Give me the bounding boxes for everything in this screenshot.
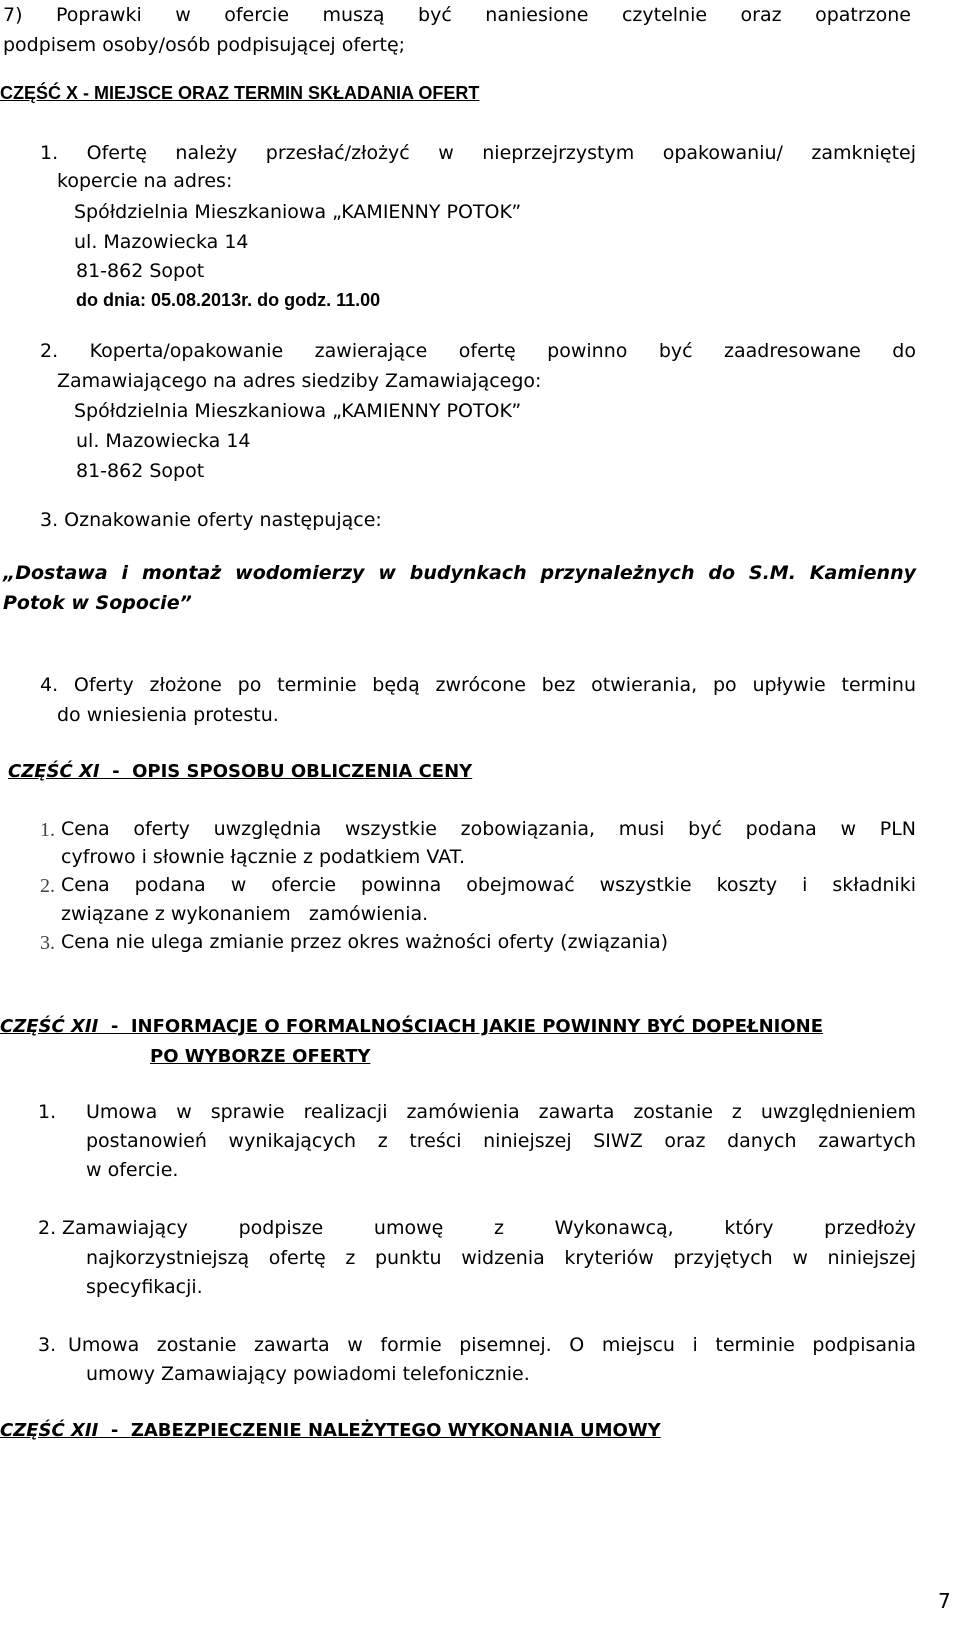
text-line: Cena oferty uwzględnia wszystkie zobowiązania, musi być podana w PLN <box>61 818 916 840</box>
item-number: 2. <box>38 1217 57 1239</box>
text-line: Zamawiającego na adres siedziby Zamawiającego: <box>57 370 542 392</box>
text-line: najkorzystniejszą ofertę z punktu widzenia kryteriów przyjętych w niniejszej <box>86 1247 916 1269</box>
text-line: Zamawiający podpisze umowę z Wykonawcą, który przedłoży <box>62 1217 916 1239</box>
offer-marking: „Dostawa i montaż wodomierzy w budynkach przynależnych do S.M. Kamienny <box>3 562 916 584</box>
text-line: 3. Oznakowanie oferty następujące: <box>40 509 382 531</box>
text-line: podpisem osoby/osób podpisującej ofertę; <box>3 34 406 56</box>
offer-marking: Potok w Sopocie” <box>3 592 192 614</box>
text-line: 4. Oferty złożone po terminie będą zwrócone bez otwierania, po upływie terminu <box>40 674 916 696</box>
text-line: Cena nie ulega zmianie przez okres ważności oferty (związania) <box>61 931 669 953</box>
section-heading: CZĘŚĆ XI - OPIS SPOSOBU OBLICZENIA CENY <box>8 761 473 782</box>
item-number: 2. <box>40 875 55 897</box>
text-line: do wniesienia protestu. <box>57 704 279 726</box>
text-line: cyfrowo i słownie łącznie z podatkiem VAT. <box>61 846 466 868</box>
item-number: 3. <box>38 1334 57 1356</box>
text-line: Umowa zostanie zawarta w formie pisemnej. O miejscu i terminie podpisania <box>68 1334 916 1356</box>
text-line: Umowa w sprawie realizacji zamówienia zawarta zostanie z uwzględnieniem <box>86 1101 916 1123</box>
address-line: Spółdzielnia Mieszkaniowa „KAMIENNY POTOK” <box>74 400 522 422</box>
text-line: 2. Koperta/opakowanie zawierające ofertę powinno być zaadresowane do <box>40 340 916 362</box>
section-heading: CZĘŚĆ XII - ZABEZPIECZENIE NALEŻYTEGO WYKONANIA UMOWY <box>0 1420 661 1441</box>
text-line: postanowień wynikających z treści niniejszej SIWZ oraz danych zawartych <box>86 1130 916 1152</box>
address-line: 81-862 Sopot <box>76 260 205 282</box>
address-line: 81-862 Sopot <box>76 460 205 482</box>
deadline: do dnia: 05.08.2013r. do godz. 11.00 <box>76 290 381 310</box>
section-heading: CZĘŚĆ X - MIEJSCE ORAZ TERMIN SKŁADANIA OFERT <box>0 83 480 103</box>
text-line: 1. Ofertę należy przesłać/złożyć w nieprzejrzystym opakowaniu/ zamkniętej <box>40 142 916 164</box>
item-number: 1. <box>40 819 55 841</box>
text-line: specyfikacji. <box>86 1276 203 1298</box>
address-line: ul. Mazowiecka 14 <box>74 231 249 253</box>
item-number: 1. <box>38 1101 57 1123</box>
text-line: w ofercie. <box>86 1159 179 1181</box>
text-line: związane z wykonaniem zamówienia. <box>61 903 429 925</box>
item-number: 3. <box>40 932 55 954</box>
address-line: Spółdzielnia Mieszkaniowa „KAMIENNY POTOK” <box>74 201 522 223</box>
text-line: 7) Poprawki w ofercie muszą być naniesione czytelnie oraz opatrzone <box>3 4 911 26</box>
section-heading-cont: PO WYBORZE OFERTY <box>150 1046 371 1067</box>
page-number: 7 <box>938 1589 951 1613</box>
text-line: kopercie na adres: <box>57 170 233 192</box>
section-heading: CZĘŚĆ XII - INFORMACJE O FORMALNOŚCIACH JAKIE POWINNY BYĆ DOPEŁNIONE <box>0 1016 824 1037</box>
address-line: ul. Mazowiecka 14 <box>76 430 251 452</box>
text-line: umowy Zamawiający powiadomi telefonicznie. <box>86 1363 530 1385</box>
text-line: Cena podana w ofercie powinna obejmować wszystkie koszty i składniki <box>61 874 916 896</box>
